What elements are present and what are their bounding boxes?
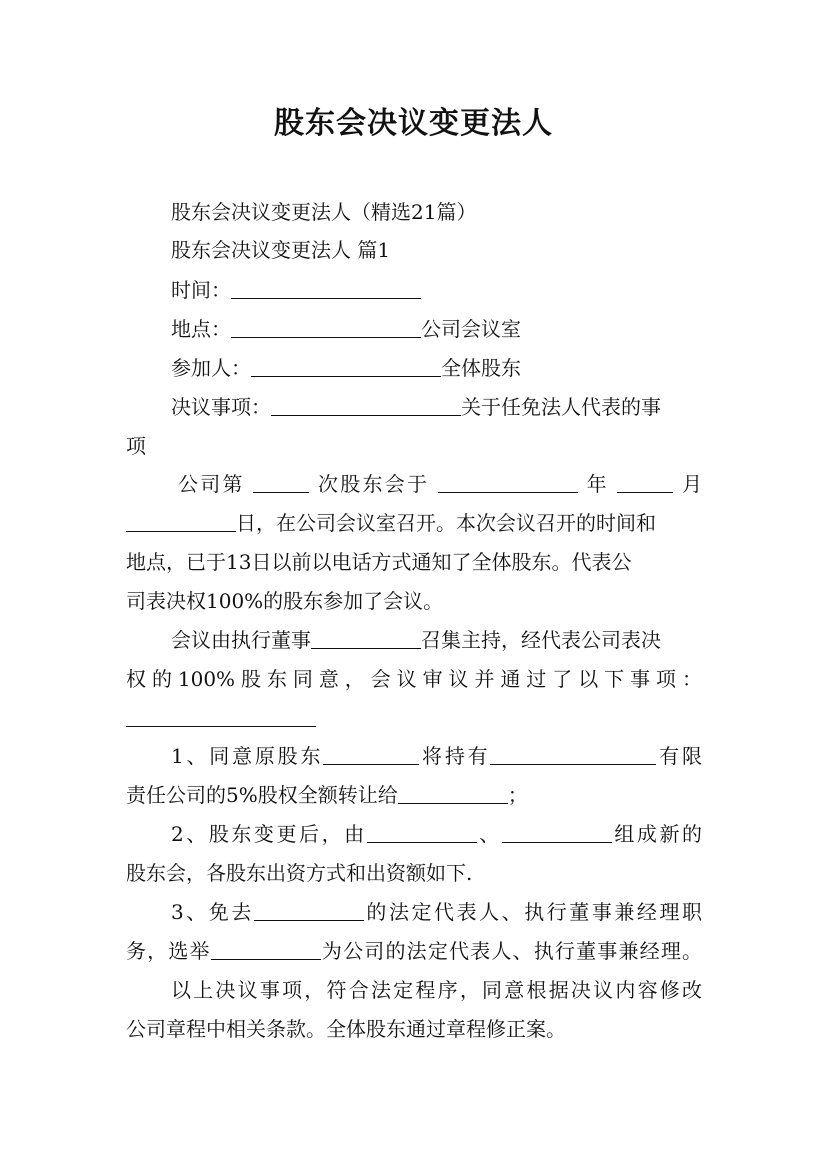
- attendees-label: 参加人：: [171, 356, 251, 380]
- closing-line-1: 以上决议事项，符合法定程序，同意根据决议内容修改: [171, 978, 702, 1002]
- section-heading: 股东会决议变更法人 篇1: [171, 238, 391, 262]
- matter-blank: [271, 395, 461, 416]
- p1-line-3: 地点，已于13日以前以电话方式通知了全体股东。代表公: [126, 550, 632, 574]
- day-blank: [126, 511, 236, 532]
- document-title: 股东会决议变更法人: [274, 106, 553, 141]
- document-subtitle: 股东会决议变更法人（精选21篇）: [171, 200, 477, 224]
- p1-line-4: 司表决权100%的股东参加了会议。: [126, 589, 444, 613]
- p2-line-3: [126, 704, 702, 732]
- matter-label: 决议事项：: [171, 395, 271, 419]
- item1-line-1: 1、同意原股东 将持有 有限: [171, 744, 703, 768]
- time-blank: [231, 278, 421, 299]
- session-blank: [253, 472, 309, 493]
- attendees-field: [171, 354, 747, 382]
- year-blank: [438, 472, 578, 493]
- elected-person-blank: [211, 939, 321, 960]
- time-label: 时间：: [171, 278, 231, 302]
- month-blank: [617, 472, 673, 493]
- p1-line-1: 公司第 次股东会于 年 月: [178, 472, 703, 496]
- removed-person-blank: [254, 900, 364, 921]
- item1-line-2: 责任公司的5%股权全额转让给 ；: [126, 783, 528, 807]
- matter-value: 关于任免法人代表的事: [461, 395, 661, 419]
- item2-line-1: 2、股东变更后，由 、 组成新的: [171, 822, 703, 846]
- item2-line-2: 股东会，各股东出资方式和出资额如下.: [126, 861, 473, 885]
- matters-blank: [126, 706, 316, 727]
- director-blank: [311, 628, 421, 649]
- closing-line-2: 公司章程中相关条款。全体股东通过章程修正案。: [126, 1017, 566, 1041]
- matter-field: [171, 393, 702, 421]
- transferee-blank: [398, 783, 508, 804]
- new-shareholder-1-blank: [367, 822, 477, 843]
- time-field: [171, 276, 747, 304]
- p2-line-2: 权的100%股东同意，会议审议并通过了以下事项：: [126, 667, 702, 691]
- company-name-blank: [490, 744, 656, 765]
- place-value: 公司会议室: [421, 317, 521, 341]
- p1-line-2: 日，在公司会议室召开。本次会议召开的时间和: [126, 509, 702, 537]
- place-label: 地点：: [171, 317, 231, 341]
- p2-line-1: 会议由执行董事 召集主持，经代表公司表决: [171, 628, 661, 652]
- matter-continuation: 项: [126, 434, 146, 458]
- attendees-blank: [251, 356, 441, 377]
- original-shareholder-blank: [323, 744, 419, 765]
- place-blank: [231, 317, 421, 338]
- place-field: [171, 315, 747, 343]
- item3-line-2: 务，选举 为公司的法定代表人、执行董事兼经理。: [126, 939, 703, 963]
- item3-line-1: 3、免去 的法定代表人、执行董事兼经理职: [171, 900, 702, 924]
- attendees-value: 全体股东: [441, 356, 521, 380]
- new-shareholder-2-blank: [502, 822, 612, 843]
